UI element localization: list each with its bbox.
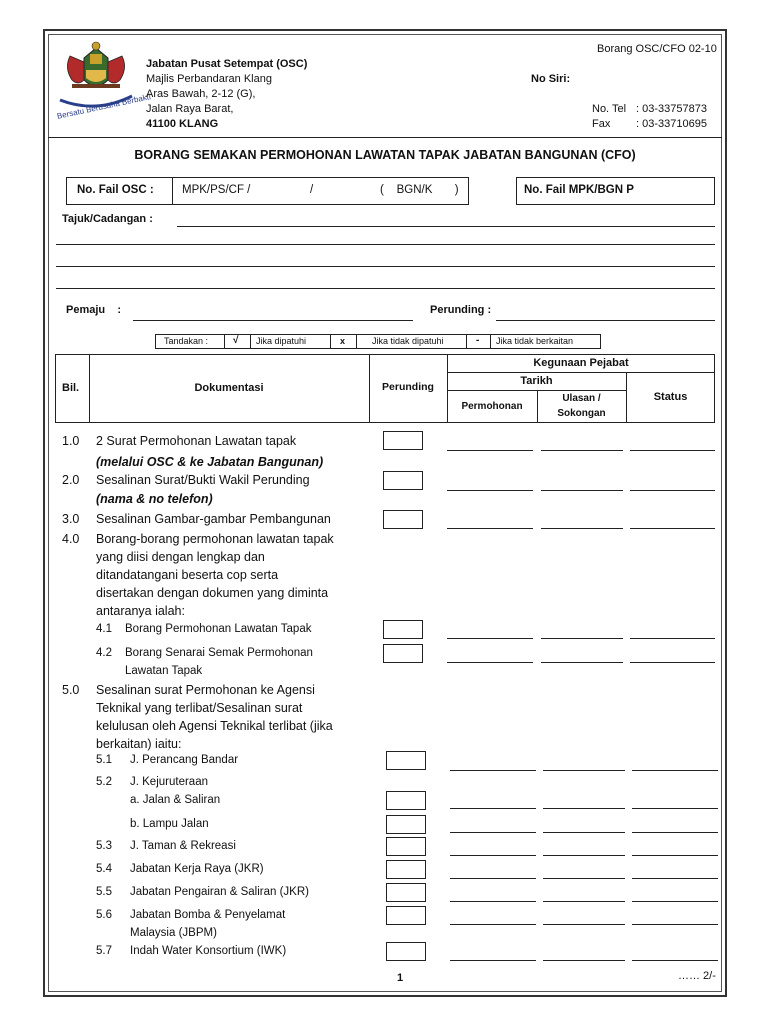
perunding-checkbox[interactable]: [386, 942, 426, 961]
tel-value: : 03-33757873: [636, 103, 707, 115]
ulasan-date-line[interactable]: [543, 878, 625, 879]
legend-divider: [490, 334, 491, 349]
perunding-label: Perunding :: [430, 304, 492, 316]
tajuk-line-3[interactable]: [56, 266, 715, 267]
status-line[interactable]: [632, 924, 718, 925]
col-kegunaan: Kegunaan Pejabat: [533, 357, 629, 369]
permohonan-date-line[interactable]: [447, 638, 533, 639]
subitem-number: 5.3: [96, 840, 112, 852]
subitem-number: 4.1: [96, 623, 112, 635]
perunding-checkbox[interactable]: [386, 837, 426, 856]
legend-divider: [330, 334, 331, 349]
ulasan-date-line[interactable]: [541, 528, 623, 529]
subitem-text: Indah Water Konsortium (IWK): [130, 945, 287, 957]
legend-divider: [466, 334, 467, 349]
legend-divider: [356, 334, 357, 349]
subitem-text: Jabatan Kerja Raya (JKR): [130, 863, 264, 875]
permohonan-date-line[interactable]: [450, 901, 536, 902]
perunding-checkbox[interactable]: [383, 471, 423, 490]
status-line[interactable]: [632, 855, 718, 856]
perunding-checkbox[interactable]: [386, 751, 426, 770]
item-text-line: Teknikal yang terlibat/Sesalinan surat: [96, 701, 303, 715]
item-text-line: disertakan dengan dokumen yang diminta: [96, 586, 329, 600]
legend-text-1: Jika dipatuhi: [256, 336, 307, 346]
perunding-line[interactable]: [496, 320, 715, 321]
col-bil: Bil.: [62, 382, 80, 394]
status-line[interactable]: [632, 808, 718, 809]
row-divider: [447, 390, 626, 391]
ulasan-date-line[interactable]: [543, 901, 625, 902]
col-dokumentasi: Dokumentasi: [194, 382, 264, 394]
pemaju-line[interactable]: [133, 320, 413, 321]
osc-file-divider: [172, 177, 173, 205]
perunding-checkbox[interactable]: [383, 510, 423, 529]
subitem-text: Borang Senarai Semak Permohonan: [125, 647, 313, 659]
perunding-checkbox[interactable]: [386, 791, 426, 810]
form-title: BORANG SEMAKAN PERMOHONAN LAWATAN TAPAK JABATAN BANGUNAN (CFO): [134, 148, 636, 162]
legend-divider: [250, 334, 251, 349]
pemaju-label: Pemaju :: [66, 304, 122, 316]
fax-label: Fax: [592, 118, 611, 130]
col-perunding: Perunding: [382, 381, 434, 393]
ulasan-date-line[interactable]: [541, 638, 623, 639]
tajuk-line-1[interactable]: [177, 226, 715, 227]
fax-value: : 03-33710695: [636, 118, 707, 130]
serial-label: No Siri:: [531, 73, 571, 85]
perunding-checkbox[interactable]: [383, 620, 423, 639]
status-line[interactable]: [630, 490, 715, 491]
subitem-text: Borang Permohonan Lawatan Tapak: [125, 623, 312, 635]
status-line[interactable]: [630, 638, 715, 639]
status-line[interactable]: [632, 832, 718, 833]
subitem-text: J. Kejuruteraan: [130, 776, 208, 788]
subitem-text: J. Taman & Rekreasi: [130, 840, 236, 852]
item-text: Sesalinan Gambar-gambar Pembangunan: [96, 512, 331, 526]
permohonan-date-line[interactable]: [447, 490, 533, 491]
form-code: Borang OSC/CFO 02-10: [597, 43, 717, 55]
permohonan-date-line[interactable]: [447, 450, 533, 451]
item-text: 2 Surat Permohonan Lawatan tapak: [96, 434, 297, 448]
permohonan-date-line[interactable]: [447, 662, 533, 663]
col-permohonan: Permohonan: [461, 401, 523, 412]
dash-icon: -: [476, 335, 480, 346]
item-number: 1.0: [62, 434, 80, 448]
status-line[interactable]: [630, 450, 715, 451]
subitem-text-cont: Malaysia (JBPM): [130, 927, 217, 939]
status-line[interactable]: [630, 662, 715, 663]
item-text-line: kelulusan oleh Agensi Teknikal terlibat (jika: [96, 719, 333, 733]
item-note: (melalui OSC & ke Jabatan Bangunan): [96, 455, 324, 469]
legend-tandakan: Tandakan :: [164, 336, 209, 346]
item-note: (nama & no telefon): [96, 492, 213, 506]
logo-motto: Bersatu Berusaha Berbakti: [56, 92, 152, 121]
address-line-1: Majlis Perbandaran Klang: [146, 73, 272, 85]
item-text-line: Sesalinan surat Permohonan ke Agensi: [96, 683, 315, 697]
subitem-number: 4.2: [96, 647, 112, 659]
subitem-number: 5.5: [96, 886, 112, 898]
header-divider: [48, 137, 722, 138]
item-number: 5.0: [62, 683, 80, 697]
legend-text-2: Jika tidak dipatuhi: [372, 336, 444, 346]
subitem-text: b. Lampu Jalan: [130, 818, 209, 830]
perunding-checkbox[interactable]: [386, 815, 426, 834]
ulasan-date-line[interactable]: [543, 960, 625, 961]
osc-file-label: No. Fail OSC :: [77, 184, 154, 196]
subitem-number: 5.4: [96, 863, 112, 875]
item-text-line: berkaitan) iaitu:: [96, 737, 182, 751]
ulasan-date-line[interactable]: [543, 924, 625, 925]
legend-divider: [224, 334, 225, 349]
row-divider: [447, 372, 715, 373]
ulasan-date-line[interactable]: [543, 808, 625, 809]
col-ulasan: Ulasan /: [562, 393, 601, 404]
permohonan-date-line[interactable]: [447, 528, 533, 529]
permohonan-date-line[interactable]: [450, 878, 536, 879]
subitem-text: a. Jalan & Saliran: [130, 794, 221, 806]
ulasan-date-line[interactable]: [543, 770, 625, 771]
item-number: 4.0: [62, 532, 80, 546]
ulasan-date-line[interactable]: [541, 450, 623, 451]
perunding-checkbox[interactable]: [386, 883, 426, 902]
col-sokongan: Sokongan: [557, 408, 606, 419]
subitem-number: 5.2: [96, 776, 112, 788]
item-number: 3.0: [62, 512, 80, 526]
subitem-number: 5.1: [96, 754, 112, 766]
osc-file-prefix: MPK/PS/CF /: [182, 184, 251, 196]
osc-file-slash: /: [310, 184, 314, 196]
postcode-city: 41100 KLANG: [146, 118, 219, 130]
status-line[interactable]: [632, 960, 718, 961]
item-text-line: yang diisi dengan lengkap dan: [96, 550, 265, 564]
item-text-line: Borang-borang permohonan lawatan tapak: [96, 532, 334, 546]
page-number: 1: [397, 972, 404, 984]
ulasan-date-line[interactable]: [543, 855, 625, 856]
col-status: Status: [653, 391, 688, 403]
perunding-checkbox[interactable]: [386, 906, 426, 925]
col-tarikh: Tarikh: [520, 375, 553, 387]
osc-file-bgn: ( BGN/K ): [380, 184, 459, 196]
subitem-text: J. Perancang Bandar: [130, 754, 239, 766]
permohonan-date-line[interactable]: [450, 770, 536, 771]
permohonan-date-line[interactable]: [450, 855, 536, 856]
ulasan-date-line[interactable]: [541, 490, 623, 491]
item-text-line: antaranya ialah:: [96, 604, 185, 618]
subitem-text: Jabatan Bomba & Penyelamat: [130, 909, 286, 921]
permohonan-date-line[interactable]: [450, 924, 536, 925]
subitem-text: Jabatan Pengairan & Saliran (JKR): [130, 886, 309, 898]
status-line[interactable]: [632, 878, 718, 879]
item-number: 2.0: [62, 473, 80, 487]
status-line[interactable]: [630, 528, 715, 529]
next-page-indicator: …… 2/-: [678, 970, 716, 982]
ulasan-date-line[interactable]: [541, 662, 623, 663]
legend-text-3: Jika tidak berkaitan: [496, 336, 574, 346]
subitem-text-cont: Lawatan Tapak: [125, 665, 203, 677]
address-line-2: Aras Bawah, 2-12 (G),: [146, 88, 256, 100]
permohonan-date-line[interactable]: [450, 808, 536, 809]
tel-label: No. Tel: [592, 103, 627, 115]
item-text-line: ditandatangani beserta cop serta: [96, 568, 279, 582]
tajuk-line-2[interactable]: [56, 244, 715, 245]
status-line[interactable]: [632, 770, 718, 771]
item-text: Sesalinan Surat/Bukti Wakil Perunding: [96, 473, 310, 487]
tick-icon: √: [233, 335, 239, 346]
permohonan-date-line[interactable]: [450, 832, 536, 833]
status-line[interactable]: [632, 901, 718, 902]
perunding-checkbox[interactable]: [383, 644, 423, 663]
address-line-3: Jalan Raya Barat,: [146, 103, 234, 115]
mpk-file-label: No. Fail MPK/BGN P: [524, 184, 634, 196]
permohonan-date-line[interactable]: [450, 960, 536, 961]
tajuk-line-4[interactable]: [56, 288, 715, 289]
tajuk-label: Tajuk/Cadangan :: [62, 213, 153, 225]
ulasan-date-line[interactable]: [543, 832, 625, 833]
org-name: Jabatan Pusat Setempat (OSC): [146, 58, 308, 70]
cross-icon: x: [340, 336, 346, 346]
subitem-number: 5.6: [96, 909, 112, 921]
subitem-number: 5.7: [96, 945, 112, 957]
perunding-checkbox[interactable]: [383, 431, 423, 450]
perunding-checkbox[interactable]: [386, 860, 426, 879]
